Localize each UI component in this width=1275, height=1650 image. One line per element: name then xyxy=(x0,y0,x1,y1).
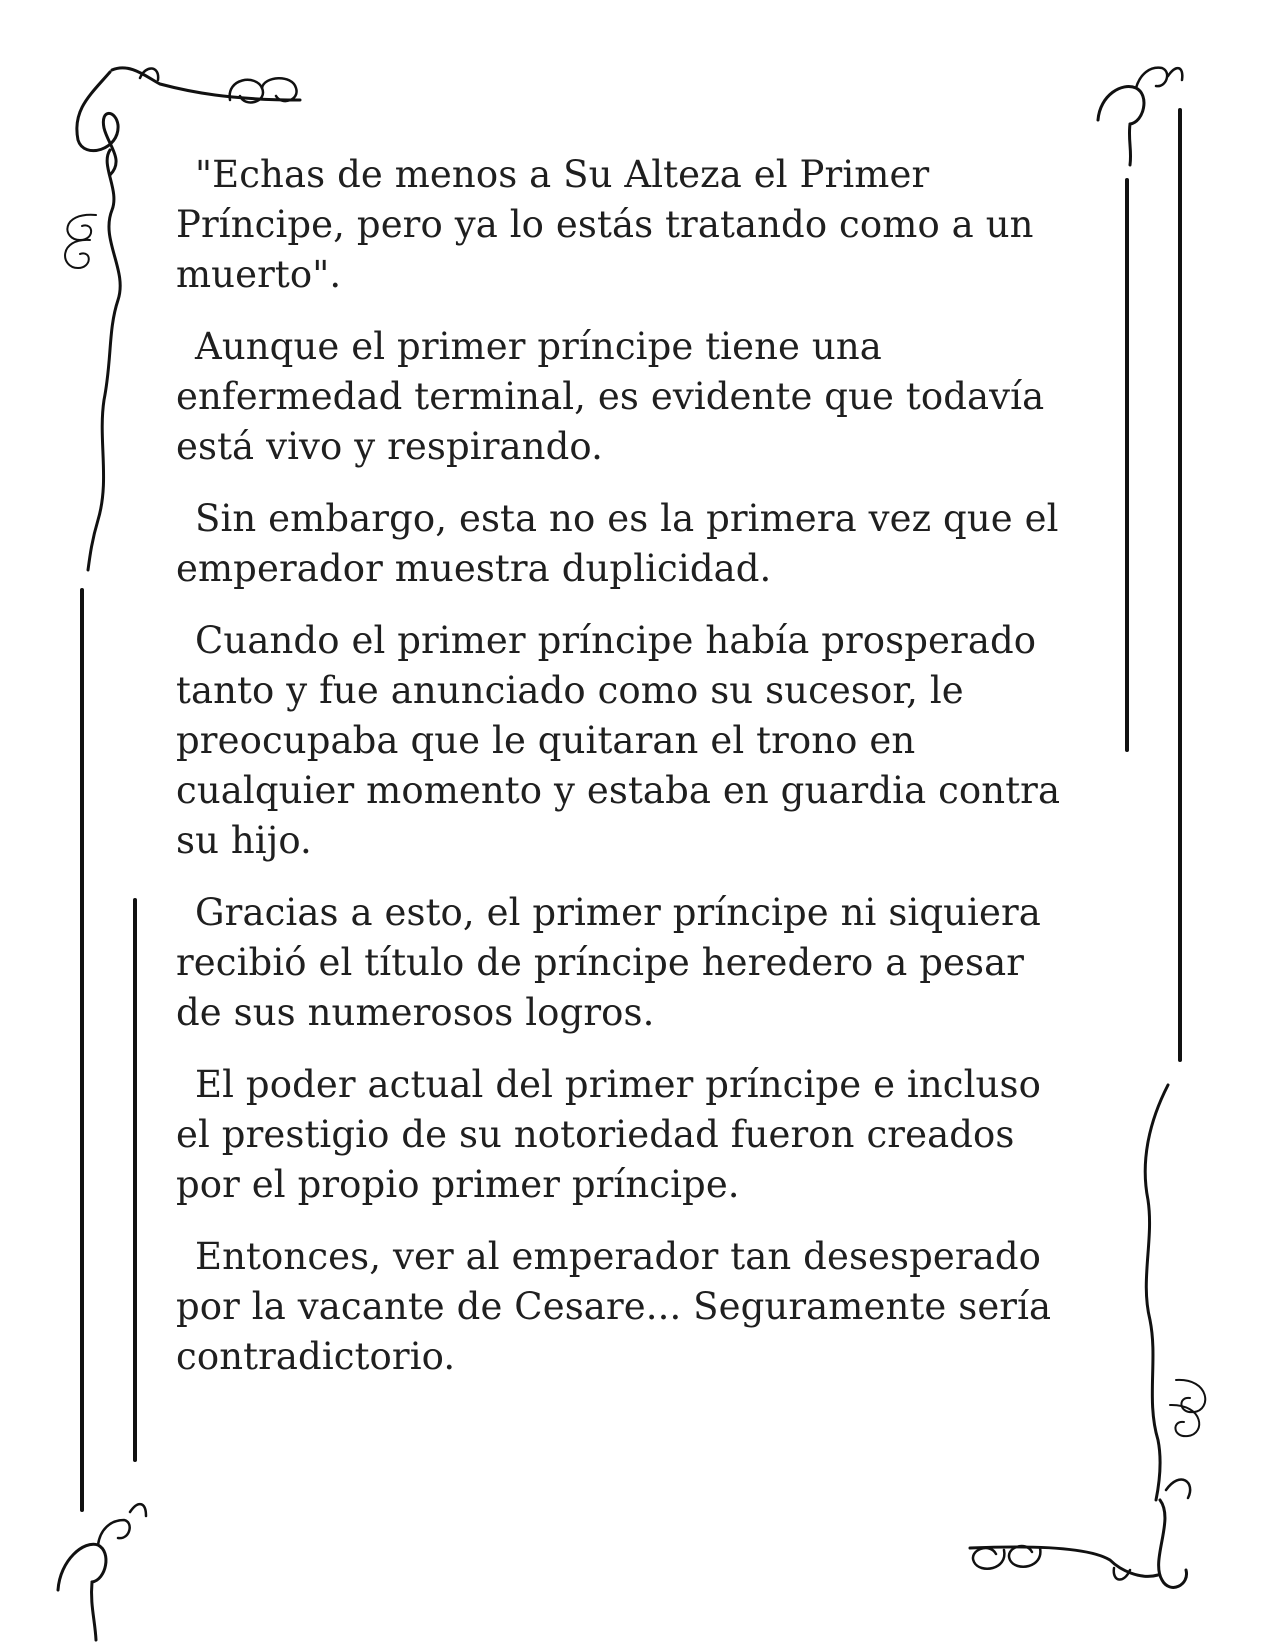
paragraph: Sin embargo, esta no es la primera vez que el emperador muestra duplicidad. xyxy=(176,497,1059,590)
top-right-flourish xyxy=(1098,68,1182,165)
paragraph: El poder actual del primer príncipe e incluso el prestigio de su notoriedad fueron creados por el propio primer príncipe. xyxy=(176,1063,1041,1206)
paragraph: Cuando el primer príncipe había prosperado tanto y fue anunciado como su sucesor, le preocupaba que le quitaran el trono en cualquier momento y estaba en guardia contra su hijo. xyxy=(176,619,1061,862)
paragraph: Entonces, ver al emperador tan desesperado por la vacante de Cesare... Seguramente sería contradictorio. xyxy=(176,1235,1052,1378)
paragraph: Gracias a esto, el primer príncipe ni siquiera recibió el título de príncipe heredero a pesar de sus numerosos logros. xyxy=(176,891,1041,1034)
paragraph: "Echas de menos a Su Alteza el Primer Príncipe, pero ya lo estás tratando como a un muerto". xyxy=(176,153,1034,296)
paragraph: Aunque el primer príncipe tiene una enfermedad terminal, es evidente que todavía está vivo y respirando. xyxy=(176,325,1045,468)
document-body xyxy=(176,150,1076,1404)
bottom-left-flourish xyxy=(58,1504,146,1640)
